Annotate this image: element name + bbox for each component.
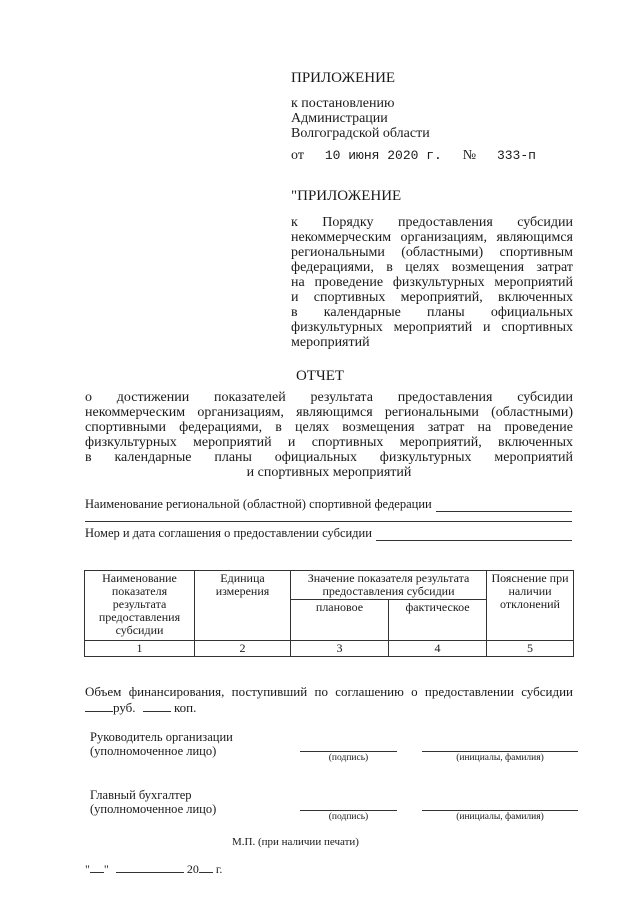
- procedure-line: и спортивных мероприятий, включенных: [291, 290, 573, 305]
- date-prefix: от: [291, 148, 304, 163]
- col-number: 5: [487, 641, 574, 657]
- procedure-line: на проведение физкультурных мероприятий: [291, 275, 573, 290]
- report-subject-line: физкультурных мероприятий и спортивных мероприятий, включенных: [85, 435, 573, 450]
- quote-close: ": [103, 862, 109, 876]
- head-note: (уполномоченное лицо): [90, 744, 217, 758]
- report-subject-line: некоммерческим организациям, являющимся региональными (областными): [85, 405, 573, 420]
- head-signatory: [90, 730, 233, 758]
- inner-appendix-title: "ПРИЛОЖЕНИЕ: [291, 188, 402, 204]
- month-blank[interactable]: [116, 862, 184, 873]
- federation-name-label: Наименование региональной (областной) спортивной федерации: [85, 497, 432, 511]
- decree-date-number: [291, 148, 536, 163]
- financing-label: Объем финансирования, поступивший по соглашению о предоставлении субсидии: [85, 684, 573, 699]
- col-indicator-name: Наименование показателя результата предоставления субсидии: [85, 571, 195, 641]
- accountant-signature-line[interactable]: [300, 810, 397, 811]
- report-subject-line: в календарные планы официальных физкультурных мероприятий: [85, 450, 573, 465]
- stamp-note: М.П. (при наличии печати): [232, 836, 359, 848]
- rubles-blank[interactable]: [85, 701, 113, 712]
- report-title: ОТЧЕТ: [295, 368, 345, 384]
- year-prefix: 20: [186, 862, 199, 876]
- col-indicator-value: Значение показателя результата предоставления субсидии: [291, 571, 487, 600]
- decree-number: 333-п: [496, 148, 536, 163]
- procedure-line: в календарные планы официальных: [291, 305, 573, 320]
- procedure-line: к Порядку предоставления субсидии: [291, 215, 573, 230]
- kopecks-blank[interactable]: [143, 701, 171, 712]
- accountant-name-caption: (инициалы, фамилия): [456, 812, 544, 822]
- federation-name-blank[interactable]: [436, 499, 572, 512]
- year-blank[interactable]: [199, 862, 213, 873]
- col-number: 4: [389, 641, 487, 657]
- col-explanation: Пояснение при наличии отклонений: [487, 571, 574, 641]
- appendix-title: ПРИЛОЖЕНИЕ: [291, 70, 396, 86]
- rubles-label: руб.: [113, 700, 136, 715]
- table-number-row: [85, 641, 574, 657]
- federation-name-field: [85, 497, 572, 512]
- col-unit: Единица измерения: [195, 571, 291, 641]
- col-number: 1: [85, 641, 195, 657]
- head-signature-line[interactable]: [300, 751, 397, 752]
- procedure-reference: [291, 215, 573, 350]
- col-number: 2: [195, 641, 291, 657]
- financing-statement: [85, 684, 573, 716]
- procedure-line: мероприятий: [291, 335, 370, 350]
- procedure-line: региональными (областными) спортивным: [291, 245, 573, 260]
- col-actual: фактическое: [389, 600, 487, 641]
- day-blank[interactable]: [90, 862, 104, 873]
- head-signature-caption: (подпись): [328, 753, 369, 763]
- indicators-table: [84, 570, 574, 657]
- accountant-name-line[interactable]: [422, 810, 578, 811]
- procedure-line: некоммерческим организациям, являющимся: [291, 230, 573, 245]
- year-suffix: г.: [215, 862, 223, 876]
- head-name-caption: (инициалы, фамилия): [456, 753, 544, 763]
- head-title: Руководитель организации: [90, 730, 233, 744]
- head-name-line[interactable]: [422, 751, 578, 752]
- accountant-signature-caption: (подпись): [328, 812, 369, 822]
- procedure-line: федерациями, в целях возмещения затрат: [291, 260, 573, 275]
- number-sign: №: [462, 148, 477, 163]
- accountant-signatory: [90, 788, 216, 816]
- report-subject-line: спортивными федерациями, в целях возмещения затрат на проведение: [85, 420, 573, 435]
- accountant-title: Главный бухгалтер: [90, 788, 192, 802]
- report-date: [85, 862, 222, 877]
- quote-open: ": [85, 862, 90, 876]
- accountant-note: (уполномоченное лицо): [90, 802, 217, 816]
- table-header-row: [85, 571, 574, 600]
- report-subject: [85, 390, 573, 480]
- agreement-blank[interactable]: [376, 528, 572, 541]
- federation-name-blank-line2[interactable]: [85, 521, 572, 522]
- decree-line: к постановлению: [291, 96, 395, 111]
- agreement-label: Номер и дата соглашения о предоставлении субсидии: [85, 526, 372, 540]
- decree-line: Администрации: [291, 111, 388, 126]
- col-planned: плановое: [291, 600, 389, 641]
- decree-reference: [291, 96, 491, 141]
- agreement-field: [85, 526, 572, 541]
- decree-date: 10 июня 2020 г.: [324, 148, 442, 163]
- col-number: 3: [291, 641, 389, 657]
- report-subject-line: о достижении показателей результата предоставления субсидии: [85, 390, 573, 405]
- kopecks-label: коп.: [174, 700, 197, 715]
- decree-line: Волгоградской области: [291, 126, 430, 141]
- procedure-line: физкультурных мероприятий и спортивных: [291, 320, 573, 335]
- report-subject-line: и спортивных мероприятий: [246, 465, 412, 480]
